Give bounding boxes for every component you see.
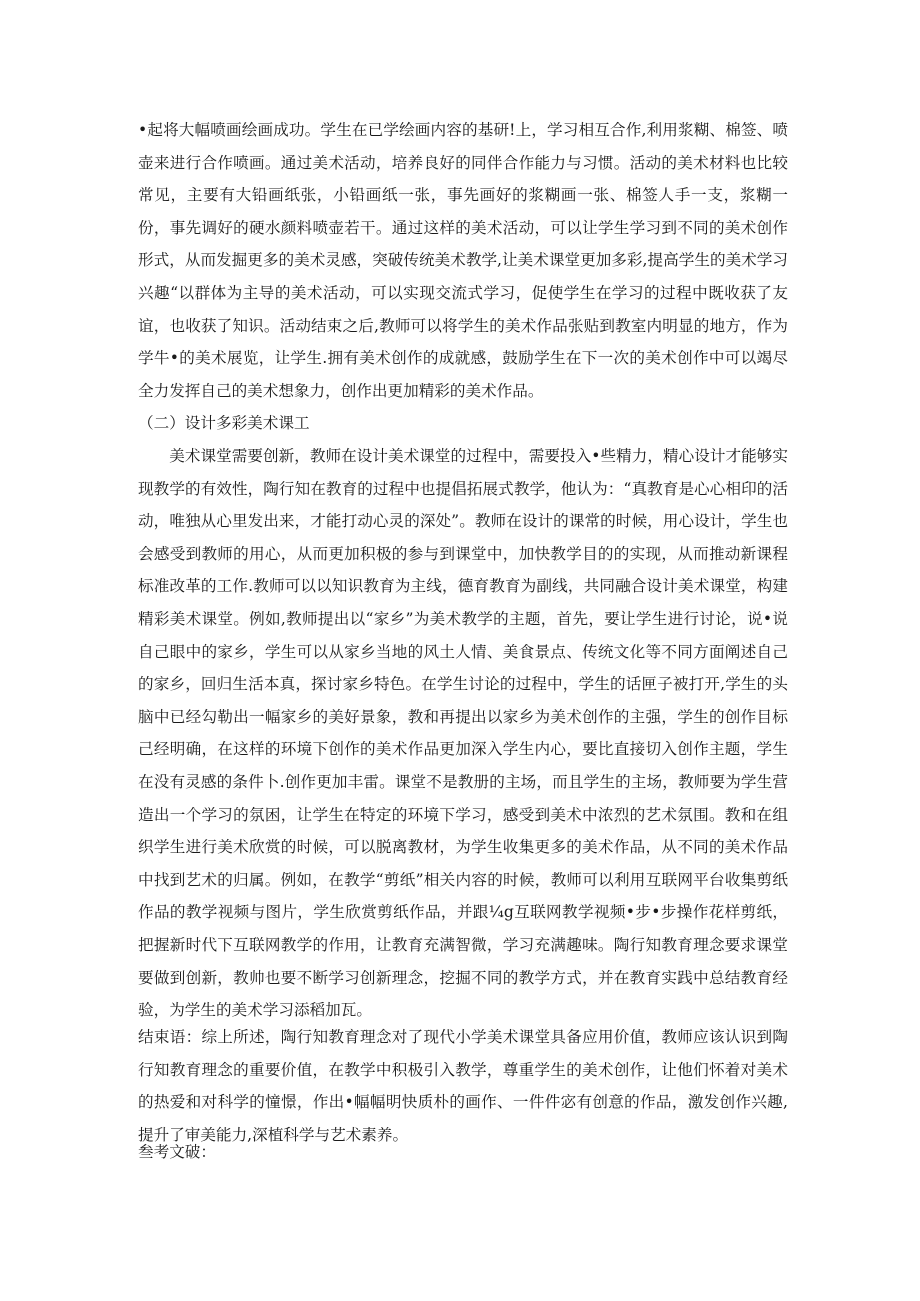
section-heading: （二）设计多彩美术课工 [138,414,310,432]
references-heading: 叁考文破： [138,1143,216,1161]
paragraph-group-activity: •起将大幅喷画绘画成功。学生在已学绘画内容的基研!上，学习相互合作,利用浆糊、棉签、喷壶来进行合作喷画。通过美术活动，培养良好的同伴合作能力与习惯。活动的美术材料也比较常见，主要有大铅画纸张，小铅画纸一张，事先画好的浆糊画一张、棉签人手一支，浆糊一份，事先调好的硬水颜料喷壶若干。通过这样的美术活动，可以让学生学习到不同的美术创作形式，从而发掘更多的美术灵感，突破传统美术教学,让美术课堂更加多彩,提高学生的美术学习兴趣“以群体为主导的美术活动，可以实现交流式学习，促使学生在学习的过程中既收获了友谊，也收获了知识。活动结束之后,教师可以将学生的美术作品张贴到教室内明显的地方，作为学牛•的美术展览，让学生.拥有美术创作的成就感，鼓励学生在下一次的美术创作中可以竭尽全力发挥自己的美术想象力，创作出更加精彩的美术作品。 [138,121,788,400]
paragraph-conclusion: 结束语：综上所述，陶行知教育理念对了现代小学美术课堂具备应用价值，教师应该认识到陶行知教育理念的重要价值，在教学中积极引入教学，尊重学生的美术创作，让他们怀着对美术的热爱和对科学的憧憬，作出•幅幅明快质朴的画作、一件件宓有创意的作品，激发创作兴趣,提升了审美能力,深植科学与艺术素养。 [138,1028,788,1144]
paragraph-design-lessons: 美术课堂需要创新，教师在设计美术课堂的过程中，需要投入•些精力，精心设计才能够实现教学的有效性，陶行知在教育的过程中也提倡拓展式教学，他认为：“真教育是心心相印的活动，唯独从心里发出来，才能打动心灵的深处”。教师在设计的课常的时候，用心设计，学生也会感受到教师的用心，从而更加积极的参与到课堂中，加快教学目的的实现，从而推动新课程标准改革的工作.教师可以以知识教育为主线，德育教育为副线，共同融合设计美术课堂，构建精彩美术课堂。例如,教师提出以“家乡”为美术教学的主题，首先，要让学生进行讨论，说•说自己眼中的家乡，学生可以从家乡当地的风土人情、美食景点、传统文化等不同方面阐述自己的家乡，回归生活本真，探讨家乡特色。在学生讨论的过程中，学生的话匣子被打开,学生的头脑中已经勾勒出一幅家乡的美好景象，教和再提出以家乡为美术创作的主强，学生的创作目标己经明确，在这样的环境下创作的美术作品更加深入学生内心，要比直接切入创作主题，学生在没有灵感的条件卜.创作更加丰雷。课堂不是教册的主场，而且学生的主场，教师要为学生营造出一个学习的氛困，让学生在特定的环境下学习，感受到美术中浓烈的艺术氛围。教和在组织学生进行美术欣赏的时候，可以脱离教材，为学生收集更多的美术作品，从不同的美术作品中找到艺术的归属。例如，在教学“剪纸”相关内容的时候，教师可以利用互联网平台收集剪纸作品的教学视频与图片，学生欣赏剪纸作品，并跟¼g互联网教学视频•步•步操作花样剪纸，把握新时代下互联网教学的作用，让教育充满智微，学习充满趣味。陶行知教育理念要求课堂要做到创新，教帅也要不断学习创新理念，挖掘不同的教学方式，并在教育实践中总结教育经验，为学生的美术学习添稻加瓦。 [138,447,788,1020]
